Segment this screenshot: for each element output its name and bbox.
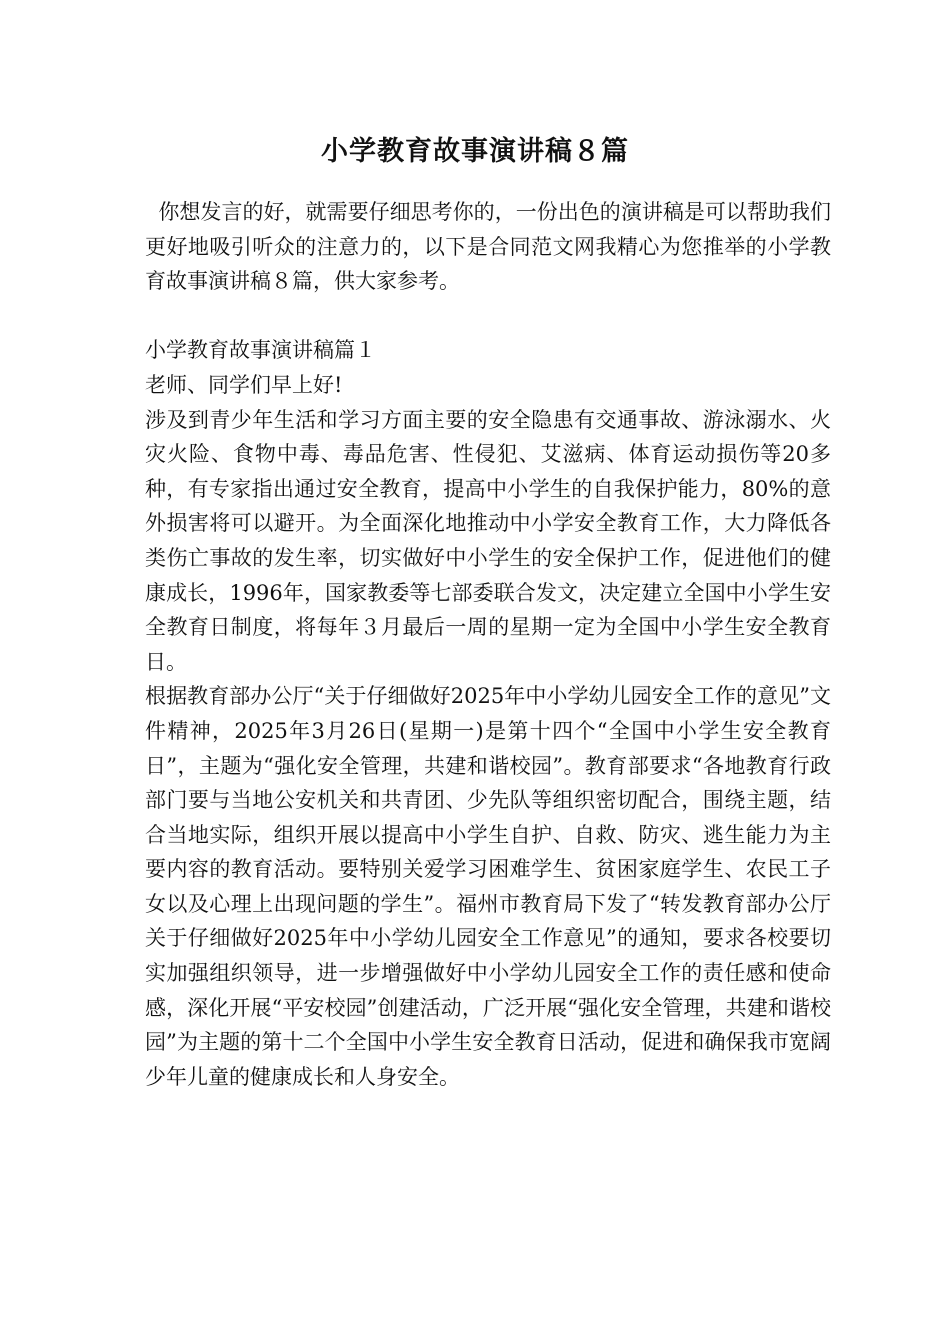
body-paragraph: 涉及到青少年生活和学习方面主要的安全隐患有交通事故、游泳溺水、火灾火险、食物中毒、毒品危害、性侵犯、艾滋病、体育运动损伤等20多种，有专家指出通过安全教育，提高中小学生的自我保护能力，80%的意外损害将可以避开。为全面深化地推动中小学安全教育工作，大力降低各类伤亡事故的发生率，切实做好中小学生的安全保护工作，促进他们的健康成长，1996年，国家教委等七部委联合发文，决定建立全国中小学生安全教育日制度，将每年３月最后一周的星期一定为全国中小学生安全教育日。 (145, 407, 831, 674)
body-paragraph: 根据教育部办公厅“关于仔细做好2025年中小学幼儿园安全工作的意见”文件精神，2025年3月26日(星期一)是第十四个“全国中小学生安全教育日”，主题为“强化安全管理，共建和谐校园”。教育部要求“各地教育行政部门要与当地公安机关和共青团、少先队等组织密切配合，围绕主题，结合当地实际，组织开展以提高中小学生自护、自救、防灾、逃生能力为主要内容的教育活动。要特别关爱学习困难学生、贫困家庭学生、农民工子女以及心理上出现问题的学生”。福州市教育局下发了“转发教育部办公厅关于仔细做好2025年中小学幼儿园安全工作意见”的通知，要求各校要切实加强组织领导，进一步增强做好中小学幼儿园安全工作的责任感和使命感，深化开展“平安校园”创建活动，广泛开展“强化安全管理，共建和谐校园”为主题的第十二个全国中小学生安全教育日活动，促进和确保我市宽阔少年儿童的健康成长和人身安全。 (145, 684, 831, 1089)
document-body (145, 195, 831, 1094)
document-title: 小学教育故事演讲稿８篇 (321, 136, 629, 167)
greeting-line: 老师、同学们早上好! (145, 372, 343, 397)
section-heading: 小学教育故事演讲稿篇１ (145, 338, 376, 363)
intro-paragraph: 你想发言的好，就需要仔细思考你的，一份出色的演讲稿是可以帮助我们更好地吸引听众的注意力的，以下是合同范文网我精心为您推举的小学教育故事演讲稿８篇，供大家参考。 (145, 200, 831, 294)
